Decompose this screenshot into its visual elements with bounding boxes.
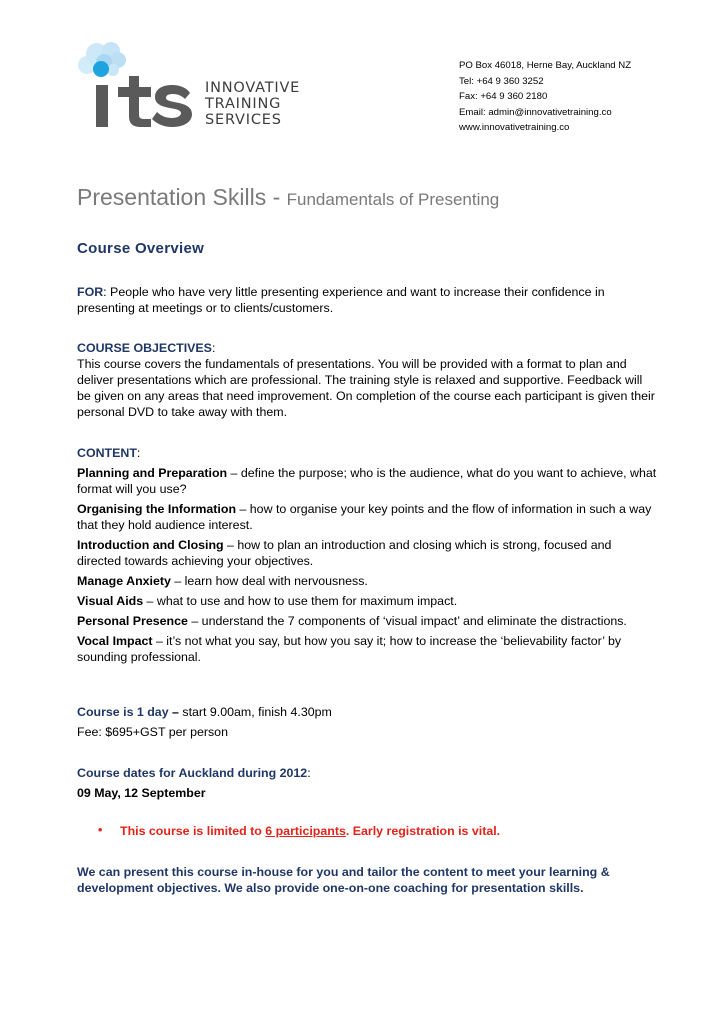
title-subtitle: Fundamentals of Presenting <box>286 190 500 209</box>
notice-after: . Early registration is vital. <box>345 824 501 838</box>
duration-text: start 9.00am, finish 4.30pm <box>178 705 332 719</box>
for-colon: : <box>103 285 107 299</box>
duration-label: Course is 1 day <box>77 705 169 719</box>
for-label: FOR <box>77 285 104 299</box>
content-item <box>77 537 657 569</box>
contact-website[interactable]: www.innovativetraining.co <box>459 122 570 133</box>
notice-highlight: 6 participants <box>265 824 346 838</box>
dates-colon: : <box>307 766 311 780</box>
content-item-title: Visual Aids <box>77 594 144 608</box>
content-item-title: Introduction and Closing <box>77 538 224 552</box>
content-item <box>77 501 657 533</box>
objectives-section <box>77 340 657 420</box>
content-item-title: Personal Presence <box>77 614 188 628</box>
content-item-title: Planning and Preparation <box>77 466 228 480</box>
contact-tel: Tel: +64 9 360 3252 <box>459 75 544 87</box>
logo-bubbles <box>78 42 126 77</box>
content-item-text: – how to organise your key points and the flow of information in such a way that they hold audience interest. <box>77 502 652 532</box>
participant-limit-notice <box>120 823 500 839</box>
content-colon: : <box>136 446 141 460</box>
content-item-text: – define the purpose; who is the audience, what do you want to achieve, what format will you use? <box>77 466 657 496</box>
content-item <box>77 573 657 589</box>
dates-heading <box>77 765 657 781</box>
audience-section <box>77 284 657 316</box>
content-item-text: – what to use and how to use them for maximum impact. <box>143 594 458 608</box>
content-item-title: Manage Anxiety <box>77 574 171 588</box>
contact-address: PO Box 46018, Herne Bay, Auckland NZ <box>459 60 632 71</box>
content-item <box>77 593 657 609</box>
content-item <box>77 633 657 665</box>
logo-word-innovative: INNOVATIVE <box>205 80 301 96</box>
content-item-title: Vocal Impact <box>77 634 153 648</box>
dates-label: Course dates for Auckland during 2012 <box>77 766 308 780</box>
logo-word-services: SERVICES <box>205 112 282 128</box>
duration-line <box>77 704 657 720</box>
contact-details <box>459 58 631 136</box>
content-item-text: – understand the 7 components of ‘visual impact’ and eliminate the distractions. <box>187 614 627 628</box>
contact-email[interactable]: Email: admin@innovativetraining.co <box>459 106 612 118</box>
content-item-text: – how to plan an introduction and closing which is strong, focused and directed towards achieving your objectives. <box>77 538 612 568</box>
bullet-icon: • <box>98 823 103 837</box>
closing-statement: We can present this course in-house for you and tailor the content to meet your learning & development objectives. We also provide one-on-one coaching for presentation skills. <box>77 865 610 895</box>
content-item <box>77 613 657 629</box>
fee-line: Fee: $695+GST per person <box>77 725 228 739</box>
logo-wordmark <box>205 80 300 128</box>
duration-dash: – <box>168 705 179 719</box>
content-item <box>77 465 657 497</box>
objectives-colon: : <box>211 341 216 355</box>
for-text: People who have very little presenting experience and want to increase their confidence in presenting at meetings or to clients/customers. <box>77 285 605 315</box>
logo-word-training: TRAINING <box>205 96 282 112</box>
logo-letters <box>96 76 192 127</box>
objectives-label: COURSE OBJECTIVES <box>77 341 212 355</box>
page-title <box>77 184 499 211</box>
content-section <box>77 445 657 665</box>
objectives-text: This course covers the fundamentals of presentations. You will be provided with a format to plan and deliver presentations which are professional. The training style is relaxed and supportive. Feedback will be given on any areas that need improvement. On completion of the course each participant is given their personal DVD to take away with them. <box>77 357 655 419</box>
title-main: Presentation Skills - <box>77 184 287 210</box>
contact-fax: Fax: +64 9 360 2180 <box>459 91 548 102</box>
notice-before: This course is limited to <box>120 824 266 838</box>
content-label: CONTENT <box>77 446 137 460</box>
content-item-title: Organising the Information <box>77 502 237 516</box>
course-overview-heading: Course Overview <box>77 240 205 257</box>
dates-list: 09 May, 12 September <box>77 786 206 800</box>
content-item-text: – it’s not what you say, but how you say it; how to increase the ‘believability factor’ by sounding professional. <box>77 634 622 664</box>
content-item-text: – learn how deal with nervousness. <box>170 574 368 588</box>
